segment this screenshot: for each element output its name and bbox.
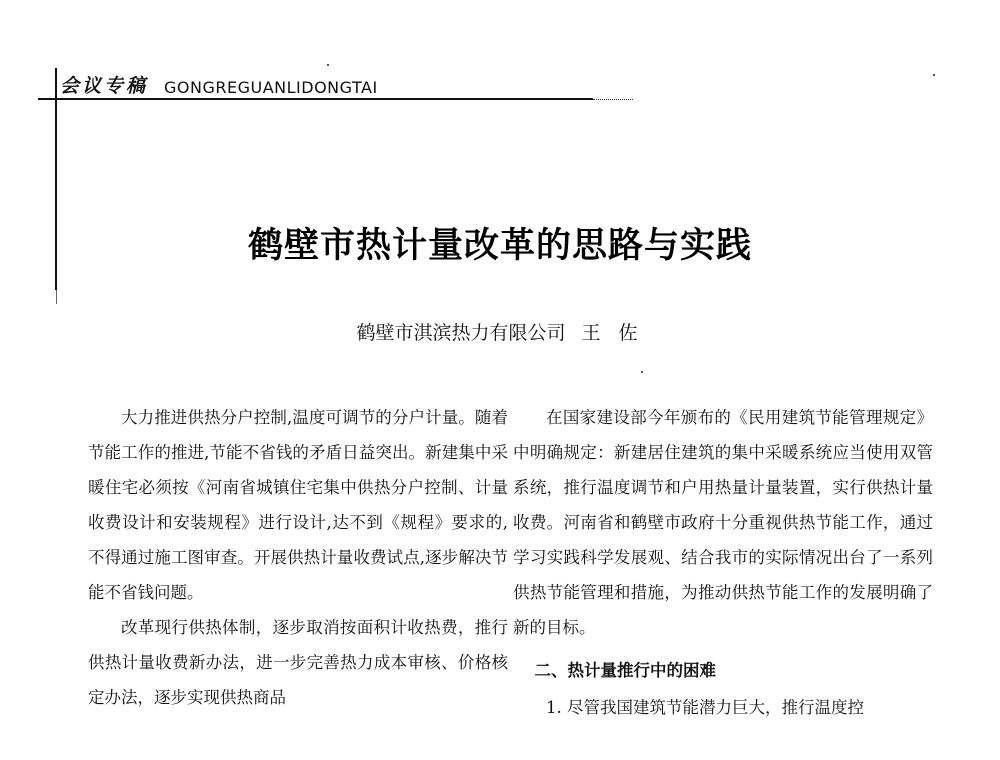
byline <box>150 318 850 345</box>
section-label-cn: 会议专稿 <box>60 75 149 97</box>
running-header <box>60 72 378 98</box>
margin-rule <box>55 68 57 290</box>
left-column <box>88 400 508 715</box>
scan-speck <box>641 371 643 373</box>
scan-speck <box>933 74 935 76</box>
margin-rule-tail <box>56 290 57 304</box>
article-title: 鹤壁市热计量改革的思路与实践 <box>247 226 752 266</box>
header-rule-dots <box>593 99 633 100</box>
body-paragraph: 在国家建设部今年颁布的《民用建筑节能管理规定》中明确规定：新建居住建筑的集中采暖系统应当使用双管系统，推行温度调节和户用热量计量装置，实行供热计量收费。河南省和鹤壁市政府十分重视供热节能工作，通过学习实践科学发展观、结合我市的实际情况出台了一系列供热节能管理和措施，为推动供热节能工作的发展明确了新的目标。 <box>513 408 933 637</box>
author-name: 王 佐 <box>581 322 644 344</box>
section-label-en: GONGREGUANLIDONGTAI <box>164 78 378 97</box>
section-subheading: 二、热计量推行中的困难 <box>534 661 716 680</box>
body-paragraph: 改革现行供热体制，逐步取消按面积计收热费，推行供热计量收费新办法，进一步完善热力成本审核、价格核定办法，逐步实现供热商品 <box>88 618 508 707</box>
scan-speck <box>327 64 329 66</box>
body-paragraph: 大力推进供热分户控制,温度可调节的分户计量。随着节能工作的推进,节能不省钱的矛盾日益突出。新建集中采暖住宅必须按《河南省城镇住宅集中供热分户控制、计量收费设计和安装规程》进行设计,达不到《规程》要求的,不得通过施工图审查。开展供热计量收费试点,逐步解决节能不省钱问题。 <box>88 408 508 602</box>
affiliation: 鹤壁市淇滨热力有限公司 <box>356 322 566 344</box>
right-column <box>513 400 933 725</box>
list-item: 1. 尽管我国建筑节能潜力巨大，推行温度控 <box>546 698 864 717</box>
header-rule <box>38 98 593 100</box>
